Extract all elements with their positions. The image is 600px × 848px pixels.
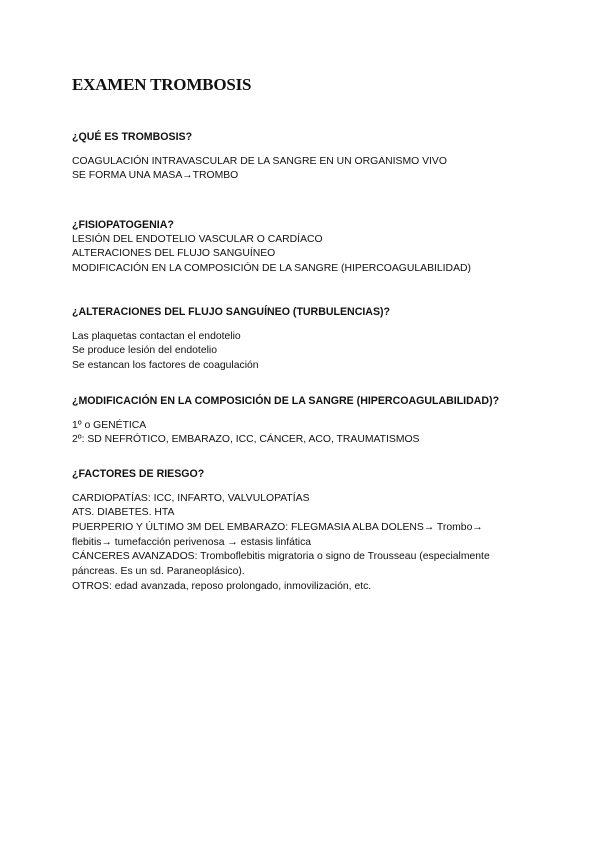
section-heading: ¿FISIOPATOGENIA? xyxy=(72,219,174,231)
section-line: CÁNCERES AVANZADOS: Tromboflebitis migratoria o signo de Trousseau (especialmente xyxy=(72,551,490,563)
section-line: Las plaquetas contactan el endotelio xyxy=(72,330,241,342)
section-line: LESIÓN DEL ENDOTELIO VASCULAR O CARDÍACO xyxy=(72,233,323,245)
section-modificacion-composicion xyxy=(72,394,542,448)
section-line: CARDIOPATÍAS: ICC, INFARTO, VALVULOPATÍAS xyxy=(72,492,310,504)
section-line: SE FORMA UNA MASA→TROMBO xyxy=(72,170,239,182)
section-line: 1º o GENÉTICA xyxy=(72,419,147,431)
section-line: Se estancan los factores de coagulación xyxy=(72,359,259,371)
section-line: PUERPERIO Y ÚLTIMO 3M DEL EMBARAZO: FLEGMASIA ALBA DOLENS→ Trombo→ xyxy=(72,521,483,533)
document-title: EXAMEN TROMBOSIS xyxy=(72,75,252,94)
section-heading: ¿FACTORES DE RIESGO? xyxy=(72,468,205,480)
section-line: 2º: SD NEFRÓTICO, EMBARAZO, ICC, CÁNCER, ACO, TRAUMATISMOS xyxy=(72,434,420,446)
section-line: OTROS: edad avanzada, reposo prolongado, inmovilización, etc. xyxy=(72,580,372,592)
section-heading: ¿QUÉ ES TROMBOSIS? xyxy=(72,131,193,143)
section-factores-riesgo xyxy=(72,467,542,594)
section-heading: ¿MODIFICACIÓN EN LA COMPOSICIÓN DE LA SANGRE (HIPERCOAGULABILIDAD)? xyxy=(72,395,500,407)
section-line: páncreas. Es un sd. Paraneoplásico). xyxy=(72,566,245,578)
section-fisiopatogenia xyxy=(72,218,542,277)
section-que-es-trombosis xyxy=(72,130,542,184)
section-alteraciones-flujo xyxy=(72,305,542,374)
section-line: MODIFICACIÓN EN LA COMPOSICIÓN DE LA SANGRE (HIPERCOAGULABILIDAD) xyxy=(72,262,471,274)
section-line: COAGULACIÓN INTRAVASCULAR DE LA SANGRE EN UN ORGANISMO VIVO xyxy=(72,155,447,167)
section-heading: ¿ALTERACIONES DEL FLUJO SANGUÍNEO (TURBULENCIAS)? xyxy=(72,306,391,318)
section-line: ATS. DIABETES. HTA xyxy=(72,507,175,519)
section-line: flebitis→ tumefacción perivenosa → estasis linfática xyxy=(72,536,312,548)
section-line: Se produce lesión del endotelio xyxy=(72,345,217,357)
section-line: ALTERACIONES DEL FLUJO SANGUÍNEO xyxy=(72,248,276,260)
